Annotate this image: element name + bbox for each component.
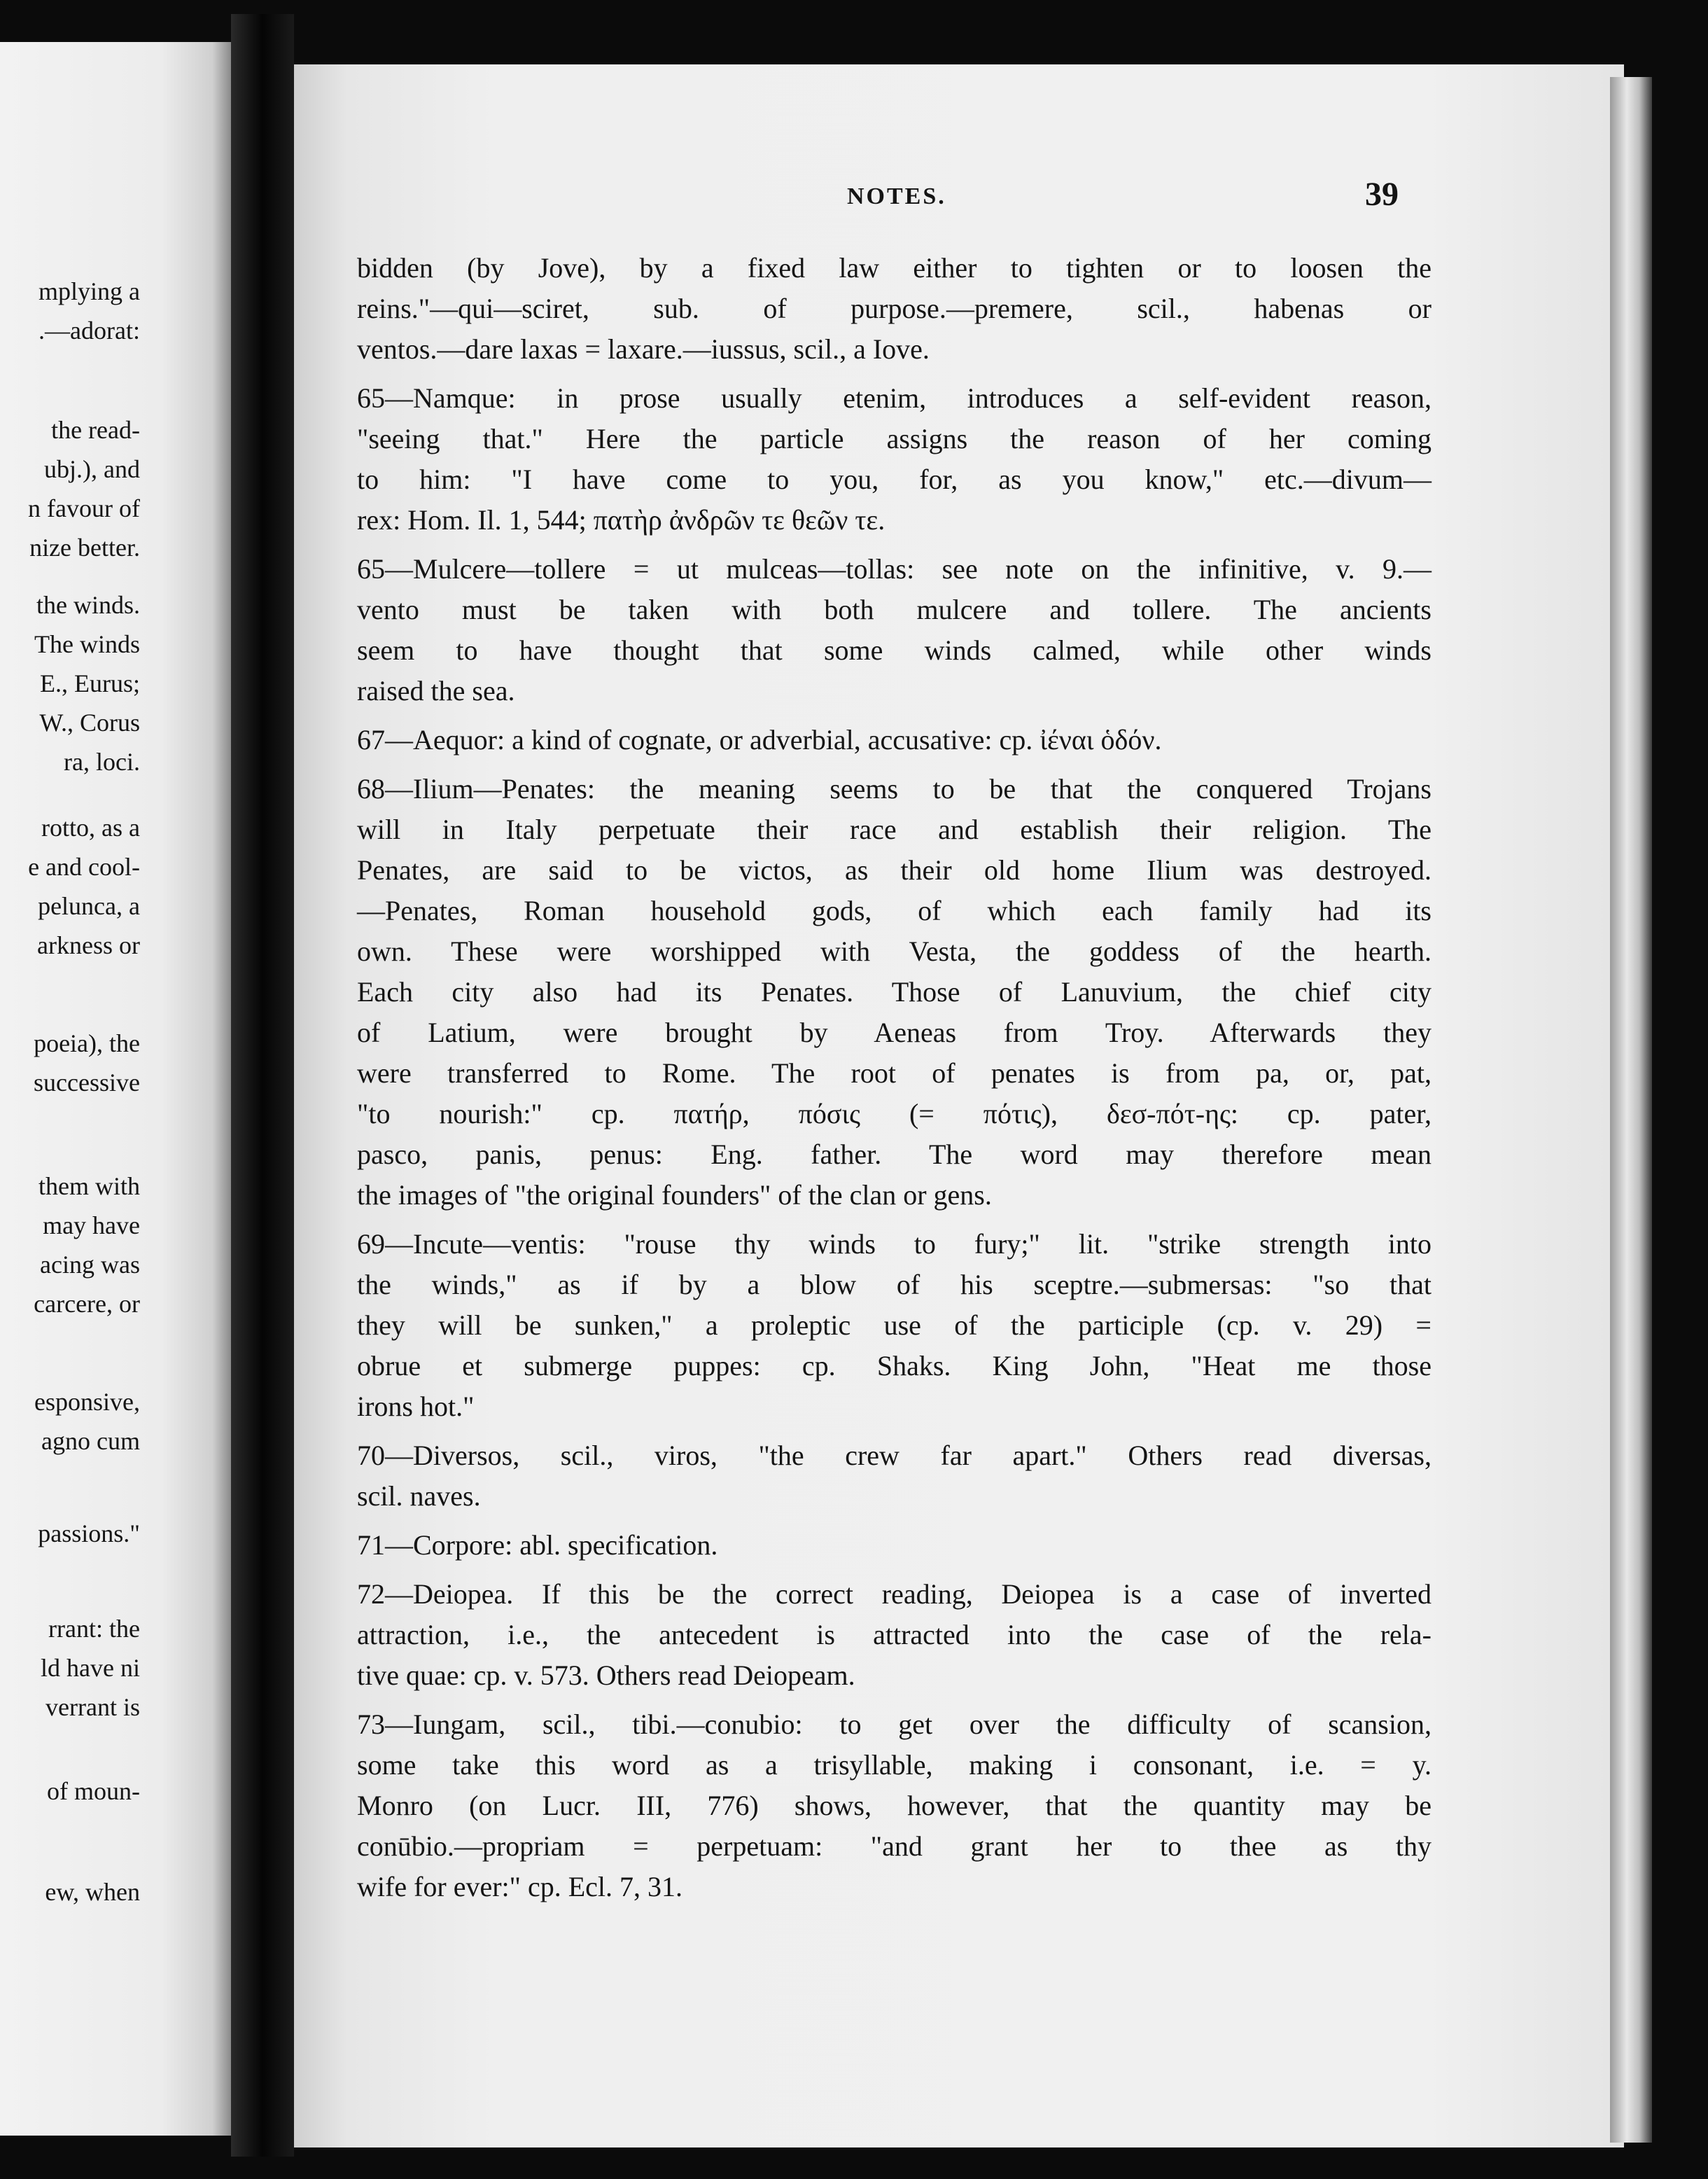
- note-line: the images of "the original founders" of the clan or gens.: [357, 1179, 992, 1211]
- note-65-mulcere: [357, 549, 1432, 711]
- running-head: NOTES.: [847, 183, 946, 209]
- left-line: e and cool-: [28, 853, 140, 881]
- note-line: tive quae: cp. v. 573. Others read Deiopeam.: [357, 1659, 855, 1691]
- note-line: 65—Namque: in prose usually etenim, introduces a self-evident reason,: [357, 382, 1432, 414]
- note-line: scil. naves.: [357, 1480, 481, 1512]
- note-line: reins."—qui—sciret, sub. of purpose.—premere, scil., habenas or: [357, 293, 1432, 324]
- note-68-ilium-penates: [357, 769, 1432, 1216]
- note-65-namque: [357, 378, 1432, 541]
- note-line: to him: "I have come to you, for, as you know," etc.—divum—: [357, 464, 1432, 495]
- note-line: pasco, panis, penus: Eng. father. The word may therefore mean: [357, 1139, 1432, 1170]
- note-line: own. These were worshipped with Vesta, the goddess of the hearth.: [357, 935, 1432, 967]
- note-line: rex: Hom. Il. 1, 544; πατὴρ ἀνδρῶν τε θεῶν τε.: [357, 504, 886, 536]
- note-line: 68—Ilium—Penates: the meaning seems to be that the conquered Trojans: [357, 773, 1432, 805]
- left-line: poeia), the: [34, 1029, 140, 1057]
- left-line: .—adorat:: [38, 316, 140, 344]
- note-line: they will be sunken," a proleptic use of the participle (cp. v. 29) =: [357, 1309, 1432, 1341]
- note-line: Penates, are said to be victos, as their old home Ilium was destroyed.: [357, 854, 1432, 886]
- left-line: ra, loci.: [64, 748, 140, 776]
- note-line: Monro (on Lucr. III, 776) shows, however, that the quantity may be: [357, 1790, 1432, 1821]
- page-header: [294, 176, 1624, 225]
- note-line: raised the sea.: [357, 675, 515, 706]
- note-line: bidden (by Jove), by a fixed law either to tighten or to loosen the: [357, 252, 1432, 284]
- note-line: —Penates, Roman household gods, of which each family had its: [357, 895, 1432, 926]
- note-line: 73—Iungam, scil., tibi.—conubio: to get over the difficulty of scansion,: [357, 1708, 1432, 1740]
- note-line: ventos.—dare laxas = laxare.—iussus, scil., a Iove.: [357, 333, 930, 365]
- left-line: esponsive,: [34, 1388, 140, 1416]
- note-71-corpore: [357, 1525, 1432, 1566]
- note-line: were transferred to Rome. The root of penates is from pa, or, pat,: [357, 1057, 1432, 1089]
- page-edge-shadow: [1610, 77, 1652, 2143]
- left-line: ubj.), and: [44, 455, 140, 483]
- note-67-aequor: [357, 720, 1432, 760]
- left-line: the winds.: [36, 591, 140, 619]
- book-gutter: [231, 14, 294, 2157]
- left-line: mplying a: [38, 277, 140, 305]
- note-69-incute: [357, 1224, 1432, 1427]
- note-line: 71—Corpore: abl. specification.: [357, 1529, 718, 1561]
- note-line: 67—Aequor: a kind of cognate, or adverbial, accusative: cp. ἰέναι ὁδόν.: [357, 724, 1162, 756]
- left-page-fragment: [0, 42, 231, 2136]
- note-line: wife for ever:" cp. Ecl. 7, 31.: [357, 1871, 683, 1902]
- left-line: rotto, as a: [41, 814, 140, 842]
- note-line: Each city also had its Penates. Those of Lanuvium, the chief city: [357, 976, 1432, 1008]
- note-line: some take this word as a trisyllable, making i consonant, i.e. = y.: [357, 1749, 1432, 1781]
- note-line: 65—Mulcere—tollere = ut mulceas—tollas: see note on the infinitive, v. 9.—: [357, 553, 1432, 585]
- note-70-diversos: [357, 1435, 1432, 1517]
- left-line: may have: [43, 1211, 140, 1239]
- note-line: "seeing that." Here the particle assigns the reason of her coming: [357, 423, 1432, 454]
- notes-page: [294, 64, 1624, 2147]
- note-line: will in Italy perpetuate their race and establish their religion. The: [357, 814, 1432, 845]
- note-line: the winds," as if by a blow of his sceptre.—submersas: "so that: [357, 1269, 1432, 1300]
- left-line: ld have ni: [41, 1654, 140, 1682]
- note-line: attraction, i.e., the antecedent is attracted into the case of the rela-: [357, 1619, 1432, 1650]
- left-line: acing was: [40, 1251, 140, 1279]
- note-line: 72—Deiopea. If this be the correct reading, Deiopea is a case of inverted: [357, 1578, 1432, 1610]
- left-line: passions.": [38, 1519, 140, 1547]
- note-line: seem to have thought that some winds calmed, while other winds: [357, 634, 1432, 666]
- left-line: arkness or: [37, 931, 140, 959]
- left-line: them with: [38, 1172, 140, 1200]
- notes-body: [357, 248, 1432, 1916]
- left-line: carcere, or: [34, 1290, 140, 1318]
- note-line: irons hot.": [357, 1391, 475, 1422]
- note-72-deiopea: [357, 1574, 1432, 1696]
- left-line: verrant is: [46, 1693, 140, 1721]
- note-line: obrue et submerge puppes: cp. Shaks. King John, "Heat me those: [357, 1350, 1432, 1381]
- page-number: 39: [1365, 176, 1399, 213]
- left-line: The winds: [34, 630, 140, 658]
- left-line: of moun-: [47, 1777, 140, 1805]
- left-line: nize better.: [29, 534, 140, 562]
- left-line: the read-: [51, 416, 140, 444]
- note-73-iungam: [357, 1704, 1432, 1907]
- note-line: "to nourish:" cp. πατήρ, πόσις (= πότις), δεσ-πότ-ης: cp. pater,: [357, 1098, 1432, 1129]
- note-line: vento must be taken with both mulcere and tollere. The ancients: [357, 594, 1432, 625]
- note-continuation: [357, 248, 1432, 370]
- note-line: of Latium, were brought by Aeneas from Troy. Afterwards they: [357, 1017, 1432, 1048]
- left-line: successive: [34, 1068, 140, 1097]
- left-line: rrant: the: [48, 1615, 140, 1643]
- left-line: E., Eurus;: [40, 669, 140, 697]
- left-line: agno cum: [41, 1427, 140, 1455]
- left-line: W., Corus: [39, 709, 140, 737]
- left-line: pelunca, a: [38, 892, 140, 920]
- note-line: 69—Incute—ventis: "rouse thy winds to fury;" lit. "strike strength into: [357, 1228, 1432, 1260]
- note-line: 70—Diversos, scil., viros, "the crew far apart." Others read diversas,: [357, 1440, 1432, 1471]
- left-line: ew, when: [45, 1878, 140, 1906]
- note-line: conūbio.—propriam = perpetuam: "and grant her to thee as thy: [357, 1830, 1432, 1862]
- left-line: n favour of: [28, 494, 140, 522]
